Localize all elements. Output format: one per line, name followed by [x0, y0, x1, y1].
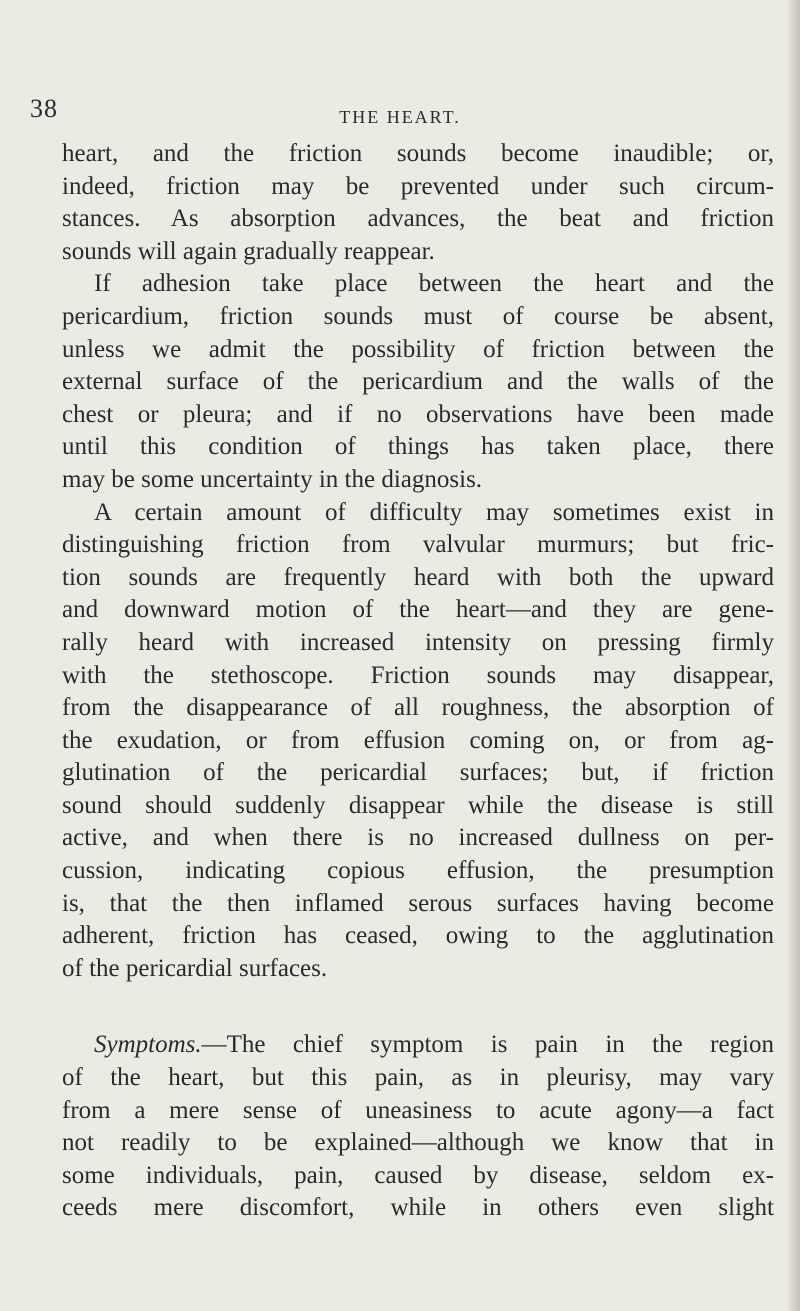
text-line: external surface of the pericardium and the walls of the — [62, 368, 774, 396]
text-line: ceeds mere discomfort, while in others even slight — [62, 1194, 774, 1222]
paragraph-1 — [62, 138, 774, 268]
section-heading-symptoms: Symptoms. — [94, 1031, 202, 1059]
text-line: If adhesion take place between the heart and the — [94, 270, 774, 298]
text-line: cussion, indicating copious effusion, the presumption — [62, 857, 774, 885]
text-line: of the pericardial surfaces. — [62, 954, 328, 982]
text-line: chest or pleura; and if no observations have been made — [62, 400, 774, 428]
text-line: stances. As absorption advances, the beat and friction — [62, 205, 774, 233]
text-line: not readily to be explained—although we know that in — [62, 1129, 774, 1157]
text-line: sounds will again gradually reappear. — [62, 237, 435, 265]
text-line: is, that the then inflamed serous surfaces having become — [62, 889, 774, 917]
text-line: pericardium, friction sounds must of course be absent, — [62, 302, 774, 330]
text-line: distinguishing friction from valvular murmurs; but fric- — [62, 531, 774, 559]
running-head: THE HEART. — [339, 107, 461, 127]
first-line-rest: —The chief symptom is pain in the region — [201, 1031, 774, 1059]
body-text — [62, 138, 774, 1225]
page-number: 38 — [30, 94, 58, 123]
text-line: until this condition of things has taken place, there — [62, 433, 774, 461]
text-line: adherent, friction has ceased, owing to the agglutination — [62, 922, 774, 950]
paragraph-3 — [62, 497, 774, 986]
text-line: from a mere sense of uneasiness to acute agony—a fact — [62, 1096, 774, 1124]
text-line: glutination of the pericardial surfaces; but, if friction — [62, 759, 774, 787]
text-line: may be some uncertainty in the diagnosis. — [62, 465, 483, 493]
paragraph-symptoms — [62, 1029, 774, 1225]
text-line: unless we admit the possibility of friction between the — [62, 335, 774, 363]
text-line: heart, and the friction sounds become inaudible; or, — [62, 140, 774, 167]
section-gap — [62, 985, 774, 1029]
paragraph-2 — [62, 268, 774, 496]
page-edge-shadow — [786, 0, 800, 1311]
text-line: indeed, friction may be prevented under such circum- — [62, 172, 774, 200]
text-line: the exudation, or from effusion coming on, or from ag- — [62, 726, 774, 754]
text-line: rally heard with increased intensity on pressing firmly — [62, 628, 774, 656]
text-line — [62, 1029, 774, 1062]
text-line: from the disappearance of all roughness, the absorption of — [62, 694, 774, 722]
text-line: some individuals, pain, caused by disease, seldom ex- — [62, 1161, 774, 1189]
text-line: tion sounds are frequently heard with both the upward — [62, 563, 774, 591]
text-line: and downward motion of the heart—and they are gene- — [62, 596, 774, 624]
text-line: sound should suddenly disappear while the disease is still — [62, 791, 774, 819]
text-line: with the stethoscope. Friction sounds may disappear, — [62, 661, 774, 689]
text-line: A certain amount of difficulty may sometimes exist in — [94, 498, 774, 526]
text-line: of the heart, but this pain, as in pleurisy, may vary — [62, 1064, 774, 1092]
text-line: active, and when there is no increased dullness on per- — [62, 824, 774, 852]
